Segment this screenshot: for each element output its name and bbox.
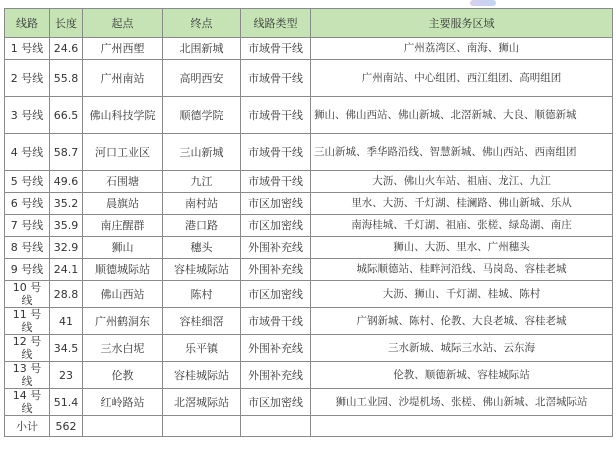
cell-type: 市域骨干线: [241, 171, 311, 193]
table-row: [5, 308, 613, 335]
table-row: [5, 38, 613, 60]
table-row: [5, 97, 613, 134]
cell-start: 佛山科技学院: [83, 97, 163, 134]
cell-type: 市区加密线: [241, 193, 311, 215]
table-row: [5, 259, 613, 281]
cell-end: 容桂城际站: [163, 259, 241, 281]
cell-area: 广钢新城、陈村、伦教、大良老城、容桂老城: [311, 308, 613, 335]
cell-line: 7 号线: [5, 215, 50, 237]
cell-end: 穗头: [163, 237, 241, 259]
header-start: 起点: [83, 9, 163, 38]
cell-line: 9 号线: [5, 259, 50, 281]
cell-type: 市域骨干线: [241, 97, 311, 134]
cell-area: 狮山、佛山西站、佛山新城、北滘新城、大良、顺德新城: [311, 97, 613, 134]
table-row: [5, 215, 613, 237]
cell-length: 24.1: [50, 259, 83, 281]
cell-start: 顺德城际站: [83, 259, 163, 281]
cell-line: 12 号线: [5, 335, 50, 362]
cell-start: 狮山: [83, 237, 163, 259]
cell-area: 狮山、大沥、里水、广州穗头: [311, 237, 613, 259]
cell-end: 顺德学院: [163, 97, 241, 134]
cell-line: 6 号线: [5, 193, 50, 215]
cell-end: 陈村: [163, 281, 241, 308]
cell-length: 24.6: [50, 38, 83, 60]
table-row: [5, 281, 613, 308]
cell-end: 三山新城: [163, 134, 241, 171]
cell-line: 13 号线: [5, 362, 50, 389]
table-header-row: [5, 9, 613, 38]
cell-type: 市区加密线: [241, 281, 311, 308]
cell-start: 石围塘: [83, 171, 163, 193]
table-row: [5, 171, 613, 193]
table-row: [5, 237, 613, 259]
table-row: [5, 193, 613, 215]
cell-length: 35.2: [50, 193, 83, 215]
cell-end: 容桂细滘: [163, 308, 241, 335]
cell-start: 广州鹤洞东: [83, 308, 163, 335]
cell-start: 南庄醒群: [83, 215, 163, 237]
header-line: 线路: [5, 9, 50, 38]
empty-cell: [163, 416, 241, 437]
cell-end: 九江: [163, 171, 241, 193]
cell-length: 51.4: [50, 389, 83, 416]
cell-start: 佛山西站: [83, 281, 163, 308]
cell-line: 11 号线: [5, 308, 50, 335]
cell-length: 49.6: [50, 171, 83, 193]
empty-cell: [83, 416, 163, 437]
cell-start: 广州西塱: [83, 38, 163, 60]
cell-start: 河口工业区: [83, 134, 163, 171]
cell-area: 广州荔湾区、南海、狮山: [311, 38, 613, 60]
cell-length: 23: [50, 362, 83, 389]
header-end: 终点: [163, 9, 241, 38]
cell-line: 5 号线: [5, 171, 50, 193]
cell-type: 市域骨干线: [241, 38, 311, 60]
cell-type: 市域骨干线: [241, 308, 311, 335]
cell-length: 66.5: [50, 97, 83, 134]
metro-lines-table: [4, 8, 613, 437]
cell-line: 14 号线: [5, 389, 50, 416]
cell-end: 北滘城际站: [163, 389, 241, 416]
cell-start: 红岭路站: [83, 389, 163, 416]
cell-end: 南村站: [163, 193, 241, 215]
cell-start: 伦教: [83, 362, 163, 389]
cell-line: 3 号线: [5, 97, 50, 134]
total-length: 562: [50, 416, 83, 437]
cell-line: 8 号线: [5, 237, 50, 259]
table-row: [5, 335, 613, 362]
cell-start: 晨旗站: [83, 193, 163, 215]
cell-length: 32.9: [50, 237, 83, 259]
empty-cell: [241, 416, 311, 437]
header-length: 长度: [50, 9, 83, 38]
cell-start: 三水白坭: [83, 335, 163, 362]
cell-area: 城际顺德站、桂畔河沿线、马岗岛、容桂老城: [311, 259, 613, 281]
cell-line: 10 号线: [5, 281, 50, 308]
cell-end: 港口路: [163, 215, 241, 237]
cell-type: 市区加密线: [241, 389, 311, 416]
cell-length: 58.7: [50, 134, 83, 171]
cell-area: 伦教、顺德新城、容桂城际站: [311, 362, 613, 389]
cell-length: 55.8: [50, 60, 83, 97]
cell-type: 市区加密线: [241, 215, 311, 237]
cell-end: 容桂城际站: [163, 362, 241, 389]
cell-line: 2 号线: [5, 60, 50, 97]
decorative-mark: [470, 0, 496, 6]
header-area: 主要服务区域: [311, 9, 613, 38]
cell-start: 广州南站: [83, 60, 163, 97]
table-row: [5, 60, 613, 97]
cell-type: 外围补充线: [241, 362, 311, 389]
cell-area: 三水新城、城际三水站、云东海: [311, 335, 613, 362]
cell-end: 乐平镇: [163, 335, 241, 362]
cell-line: 4 号线: [5, 134, 50, 171]
cell-area: 大沥、佛山火车站、祖庙、龙江、九江: [311, 171, 613, 193]
cell-area: 三山新城、季华路沿线、智慧新城、佛山西站、西南组团: [311, 134, 613, 171]
table-row: [5, 134, 613, 171]
table-row: [5, 389, 613, 416]
table-row: [5, 362, 613, 389]
cell-area: 大沥、狮山、千灯湖、桂城、陈村: [311, 281, 613, 308]
cell-type: 外围补充线: [241, 237, 311, 259]
cell-length: 34.5: [50, 335, 83, 362]
total-label: 小计: [5, 416, 50, 437]
cell-length: 28.8: [50, 281, 83, 308]
top-strip: [0, 0, 616, 8]
cell-area: 广州南站、中心组团、西江组团、高明组团: [311, 60, 613, 97]
cell-type: 外围补充线: [241, 335, 311, 362]
cell-end: 高明西安: [163, 60, 241, 97]
total-row: [5, 416, 613, 437]
empty-cell: [311, 416, 613, 437]
cell-line: 1 号线: [5, 38, 50, 60]
header-type: 线路类型: [241, 9, 311, 38]
cell-type: 市域骨干线: [241, 134, 311, 171]
cell-type: 外围补充线: [241, 259, 311, 281]
cell-length: 35.9: [50, 215, 83, 237]
cell-end: 北围新城: [163, 38, 241, 60]
cell-area: 狮山工业园、沙堤机场、张槎、佛山新城、北滘城际站: [311, 389, 613, 416]
cell-area: 里水、大沥、千灯湖、桂澜路、佛山新城、乐从: [311, 193, 613, 215]
cell-area: 南海桂城、千灯湖、祖庙、张槎、绿岛湖、南庄: [311, 215, 613, 237]
cell-length: 41: [50, 308, 83, 335]
cell-type: 市域骨干线: [241, 60, 311, 97]
